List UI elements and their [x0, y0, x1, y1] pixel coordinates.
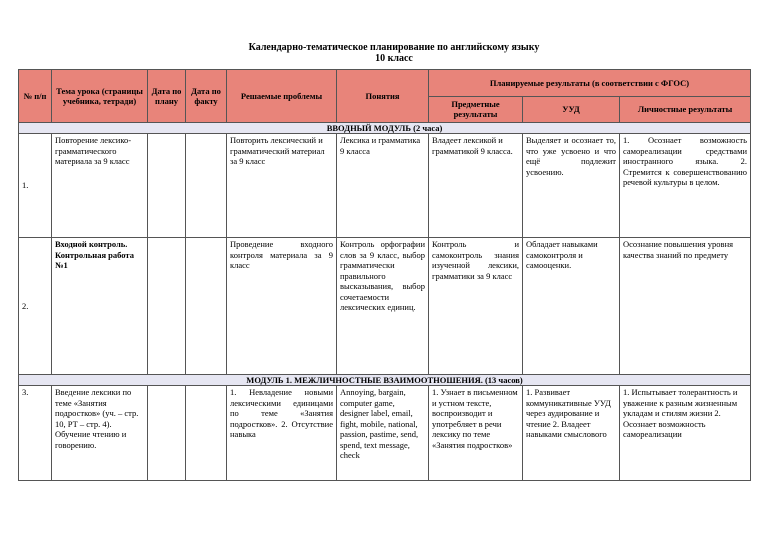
header-subject: Предметные результаты: [429, 96, 523, 123]
header-uud: УУД: [523, 96, 620, 123]
row-subject: Контроль и самоконтроль знания изученной лексики, грамматики за 9 класс: [429, 238, 523, 375]
document-title: [0, 42, 768, 64]
row-date-plan: [148, 238, 186, 375]
header-num: № п/п: [19, 70, 52, 123]
row-topic: Входной контроль. Контрольная работа №1: [52, 238, 148, 375]
row-date-plan: [148, 134, 186, 238]
row-date-fact: [186, 386, 227, 481]
row-date-fact: [186, 134, 227, 238]
row-concepts: Annoying, bargain, computer game, designer label, email, fight, mobile, national, passion, pastime, send, spend, text message, check: [337, 386, 429, 481]
row-subject: 1. Узнает в письменном и устном тексте, воспроизводит и употребляет в речи лексику по теме «Занятия подростков»: [429, 386, 523, 481]
row-uud: Обладает навыками самоконтроля и самооценки.: [523, 238, 620, 375]
title-line-2: 10 класс: [375, 53, 413, 64]
row-concepts: Лексика и грамматика 9 класса: [337, 134, 429, 238]
header-planned: Планируемые результаты (в соответствии с ФГОС): [429, 70, 751, 97]
row-uud: 1. Развивает коммуникативные УУД через аудирование и чтение 2. Владеет навыками смыслового: [523, 386, 620, 481]
header-topic: Тема урока (страницы учебника, тетради): [52, 70, 148, 123]
module-row: [19, 375, 751, 386]
table-row: [19, 238, 751, 375]
header-date-fact: Дата по факту: [186, 70, 227, 123]
header-problems: Решаемые проблемы: [227, 70, 337, 123]
row-num: 3.: [19, 386, 52, 481]
module-title: МОДУЛЬ 1. МЕЖЛИЧНОСТНЫЕ ВЗАИМООТНОШЕНИЯ. (13 часов): [19, 375, 751, 386]
module-row: [19, 123, 751, 134]
row-problems: Проведение входного контроля материала за 9 класс: [227, 238, 337, 375]
row-num: 1.: [19, 134, 52, 238]
planning-table: [18, 69, 751, 481]
header-concepts: Понятия: [337, 70, 429, 123]
row-date-fact: [186, 238, 227, 375]
row-personal: 1. Испытывает толерантность и уважение к разным жизненным укладам и стилям жизни 2. Осознает возможность самореализации: [620, 386, 751, 481]
row-topic: Повторение лексико-грамматического материала за 9 класс: [52, 134, 148, 238]
table-row: [19, 134, 751, 238]
row-personal: Осознание повышения уровня качества знаний по предмету: [620, 238, 751, 375]
header-date-plan: Дата по плану: [148, 70, 186, 123]
row-date-plan: [148, 386, 186, 481]
module-title: ВВОДНЫЙ МОДУЛЬ (2 часа): [19, 123, 751, 134]
header-personal: Личностные результаты: [620, 96, 751, 123]
row-problems: Повторить лексический и грамматический материал за 9 класс: [227, 134, 337, 238]
table-row: [19, 386, 751, 481]
row-subject: Владеет лексикой и грамматикой 9 класса.: [429, 134, 523, 238]
row-topic: Введение лексики по теме «Занятия подростков» (уч. – стр. 10, РТ – стр. 4). Обучение чтению и говорению.: [52, 386, 148, 481]
row-concepts: Контроль орфографии слов за 9 класс, выбор грамматически правильного высказывания, выбор сочетаемости лексических единиц.: [337, 238, 429, 375]
row-num: 2.: [19, 238, 52, 375]
row-uud: Выделяет и осознает то, что уже усвоено и что ещё подлежит усвоению.: [523, 134, 620, 238]
header-row: [19, 70, 751, 97]
row-problems: 1. Невладение новыми лексическими единицами по теме «Занятия подростков». 2. Отсутствие навыка: [227, 386, 337, 481]
row-personal: 1. Осознает возможность самореализации средствами иностранного языка. 2. Стремится к совершенствованию речевой культуры в целом.: [620, 134, 751, 238]
title-line-1: Календарно-тематическое планирование по английскому языку: [248, 42, 540, 53]
